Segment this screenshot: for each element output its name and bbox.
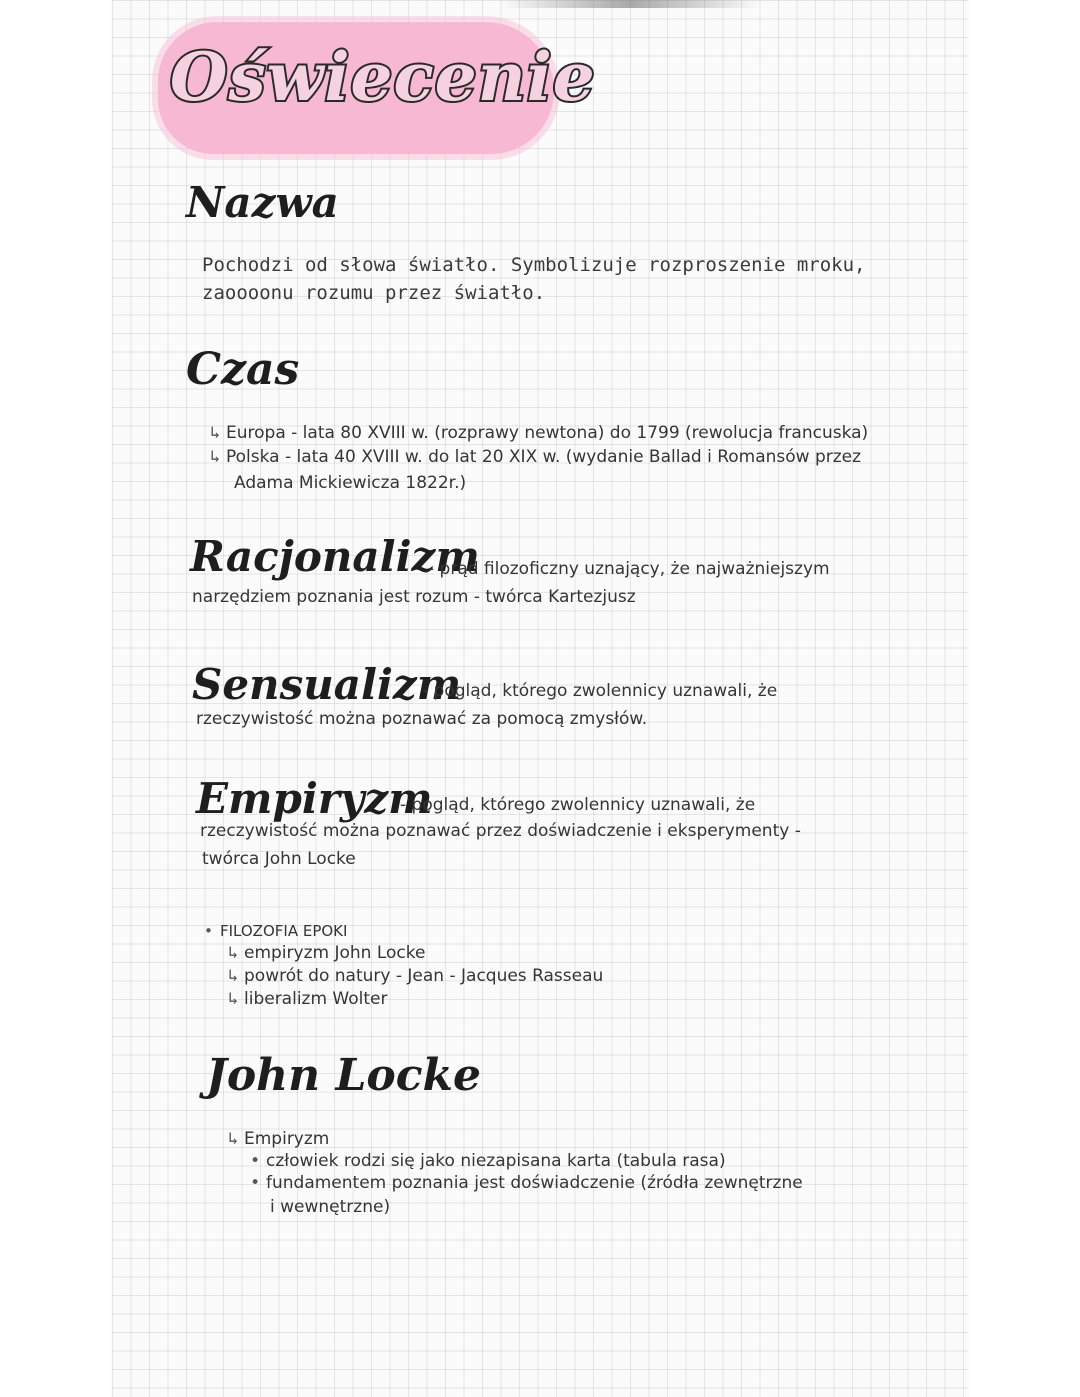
- heading-racjonalizm: Racjonalizm: [190, 532, 480, 581]
- nazwa-line-2: zaoooonu rozumu przez światło.: [202, 282, 546, 304]
- heading-sensualizm: Sensualizm: [192, 660, 462, 709]
- locke-bullet: • fundamentem poznania jest doświadczenie (źródła zewnętrzne: [250, 1170, 803, 1196]
- arrow-icon: ↳: [210, 447, 221, 467]
- filozofia-item: ↳ powrót do natury - Jean - Jacques Rasseau: [228, 963, 603, 989]
- filozofia-label: • FILOZOFIA EPOKI: [204, 918, 347, 944]
- scan-edge-shadow: [500, 0, 760, 8]
- arrow-icon: ↳: [210, 423, 221, 443]
- heading-czas: Czas: [186, 344, 300, 395]
- empiryzm-line-3: twórca John Locke: [202, 849, 356, 869]
- bullet-icon: •: [250, 1173, 261, 1193]
- page-title: Oświecenie: [170, 38, 596, 116]
- bullet-icon: •: [250, 1151, 261, 1171]
- czas-line-2: ↳ Polska - lata 40 XVIII w. do lat 20 XIX w. (wydanie Ballad i Romansów przez: [210, 444, 861, 470]
- locke-bullet: • człowiek rodzi się jako niezapisana karta (tabula rasa): [250, 1148, 726, 1174]
- locke-sub: ↳ Empiryzm: [228, 1126, 329, 1152]
- sensualizm-line-2: rzeczywistość można poznawać za pomocą zmysłów.: [196, 709, 648, 729]
- empiryzm-line-2: rzeczywistość można poznawać przez doświadczenie i eksperymenty -: [200, 821, 801, 841]
- bullet-icon: •: [204, 922, 214, 940]
- arrow-icon: ↳: [228, 1129, 239, 1149]
- czas-line-3: Adama Mickiewicza 1822r.): [234, 473, 467, 493]
- empiryzm-line-1: - pogląd, którego zwolennicy uznawali, że: [400, 795, 756, 815]
- racjonalizm-line-1: - prąd filozoficzny uznający, że najważniejszym: [428, 559, 830, 579]
- locke-bullet-cont: i wewnętrzne): [270, 1197, 391, 1217]
- czas-line-1: ↳ Europa - lata 80 XVIII w. (rozprawy newtona) do 1799 (rewolucja francuska): [210, 420, 868, 446]
- nazwa-line-1: Pochodzi od słowa światło. Symbolizuje rozproszenie mroku,: [202, 254, 866, 276]
- heading-nazwa: Nazwa: [186, 178, 339, 227]
- heading-empiryzm: Empiryzm: [196, 774, 433, 823]
- filozofia-item: ↳ empiryzm John Locke: [228, 940, 425, 966]
- arrow-icon: ↳: [228, 966, 239, 986]
- racjonalizm-line-2: narzędziem poznania jest rozum - twórca Kartezjusz: [192, 587, 636, 607]
- sensualizm-line-1: - pogląd, którego zwolennicy uznawali, że: [422, 681, 778, 701]
- heading-john-locke: John Locke: [206, 1050, 482, 1101]
- arrow-icon: ↳: [228, 943, 239, 963]
- arrow-icon: ↳: [228, 989, 239, 1009]
- filozofia-item: ↳ liberalizm Wolter: [228, 986, 388, 1012]
